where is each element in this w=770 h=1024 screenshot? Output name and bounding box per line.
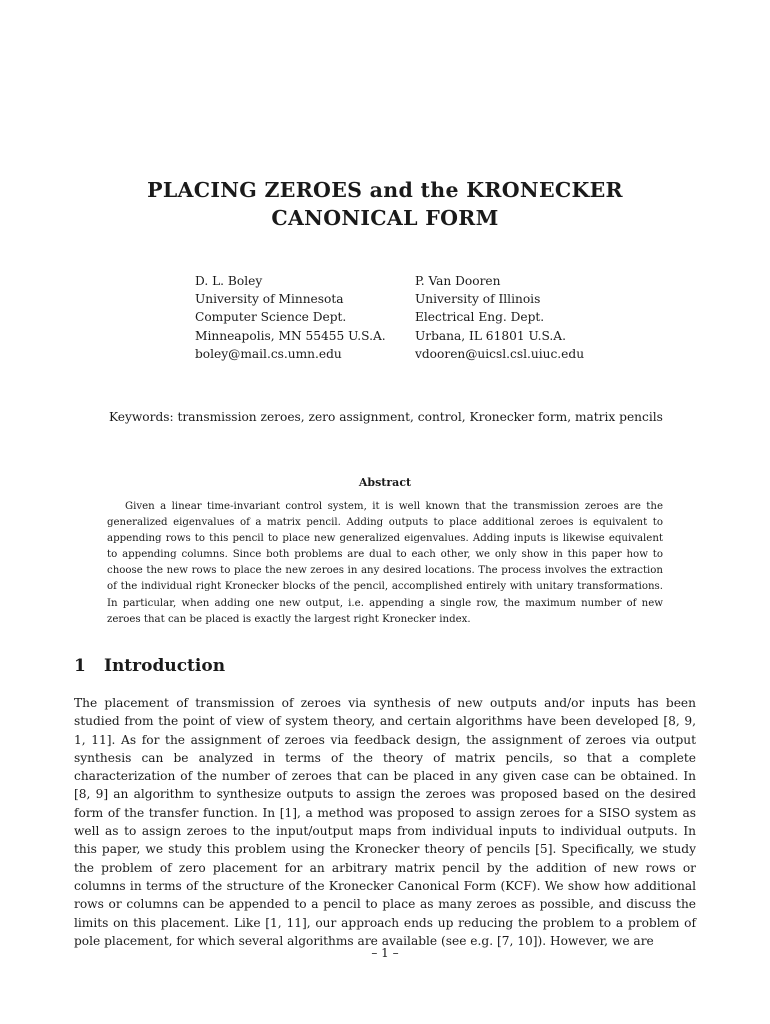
author-department: Computer Science Dept. [195, 310, 347, 325]
paper-title-line-2: CANONICAL FORM [271, 206, 499, 230]
author-email: vdooren@uicsl.csl.uiuc.edu [415, 346, 585, 361]
author-block-boley [195, 272, 386, 363]
paper-title-line-1: PLACING ZEROES and the KRONECKER [147, 178, 623, 202]
author-name: P. Van Dooren [415, 274, 501, 288]
section-number: 1 [74, 656, 86, 676]
author-address: Urbana, IL 61801 U.S.A. [415, 328, 566, 343]
keywords-line: Keywords: transmission zeroes, zero assignment, control, Kronecker form, matrix pencils [109, 410, 663, 424]
author-department: Electrical Eng. Dept. [415, 310, 545, 325]
author-name: D. L. Boley [195, 274, 263, 288]
author-block-van-dooren [415, 272, 584, 363]
author-email: boley@mail.cs.umn.edu [195, 346, 342, 361]
abstract-heading: Abstract [358, 476, 412, 489]
page-number: – 1 – [371, 946, 399, 960]
paper-title [0, 176, 770, 232]
author-institution: University of Minnesota [195, 292, 344, 307]
abstract-body: Given a linear time-invariant control system, it is well known that the transmission zeroes are the generalized eigenvalues of a matrix pencil. Adding outputs to place additional zeroes is equivalent to appending rows to this pencil to place new generalized eigenvalues. Adding inputs is likewise equivalent to appending columns. Since both problems are dual to each other, we only show in this paper how to choose the new rows to place the new zeroes in any desired locations. The process involves the extraction of the individual right Kronecker blocks of the pencil, accomplished entirely with unitary transformations. In particular, when adding one new output, i.e. appending a single row, the maximum number of new zeroes that can be placed is exactly the largest right Kronecker index. [107, 501, 663, 625]
author-address: Minneapolis, MN 55455 U.S.A. [195, 328, 386, 343]
introduction-body: The placement of transmission of zeroes via synthesis of new outputs and/or inputs has been studied from the point of view of system theory, and certain algorithms have been developed [8, 9, 1, 11]. As for the assignment of zeroes via feedback design, the assignment of zeroes via output synthesis can be analyzed in terms of the theory of matrix pencils, so that a complete characterization of the number of zeroes that can be placed in any given case can be obtained. In [8, 9] an algorithm to synthesize outputs to assign the zeroes was proposed based on the desired form of the transfer function. In [1], a method was proposed to assign zeroes for a SISO system as well as to assign zeroes to the input/output maps from individual inputs to individual outputs. In this paper, we study this problem using the Kronecker theory of pencils [5]. Specifically, we study the problem of zero placement for an arbitrary matrix pencil by the addition of new rows or columns in terms of the structure of the Kronecker Canonical Form (KCF). We show how additional rows or columns can be appended to a pencil to place as many zeroes as possible, and discuss the limits on this placement. Like [1, 11], our approach ends up reducing the problem to a problem of pole placement, for which several algorithms are available (see e.g. [7, 10]). However, we are [74, 696, 696, 948]
author-institution: University of Illinois [415, 292, 541, 307]
section-title: Introduction [104, 656, 226, 676]
section-heading [74, 654, 225, 678]
